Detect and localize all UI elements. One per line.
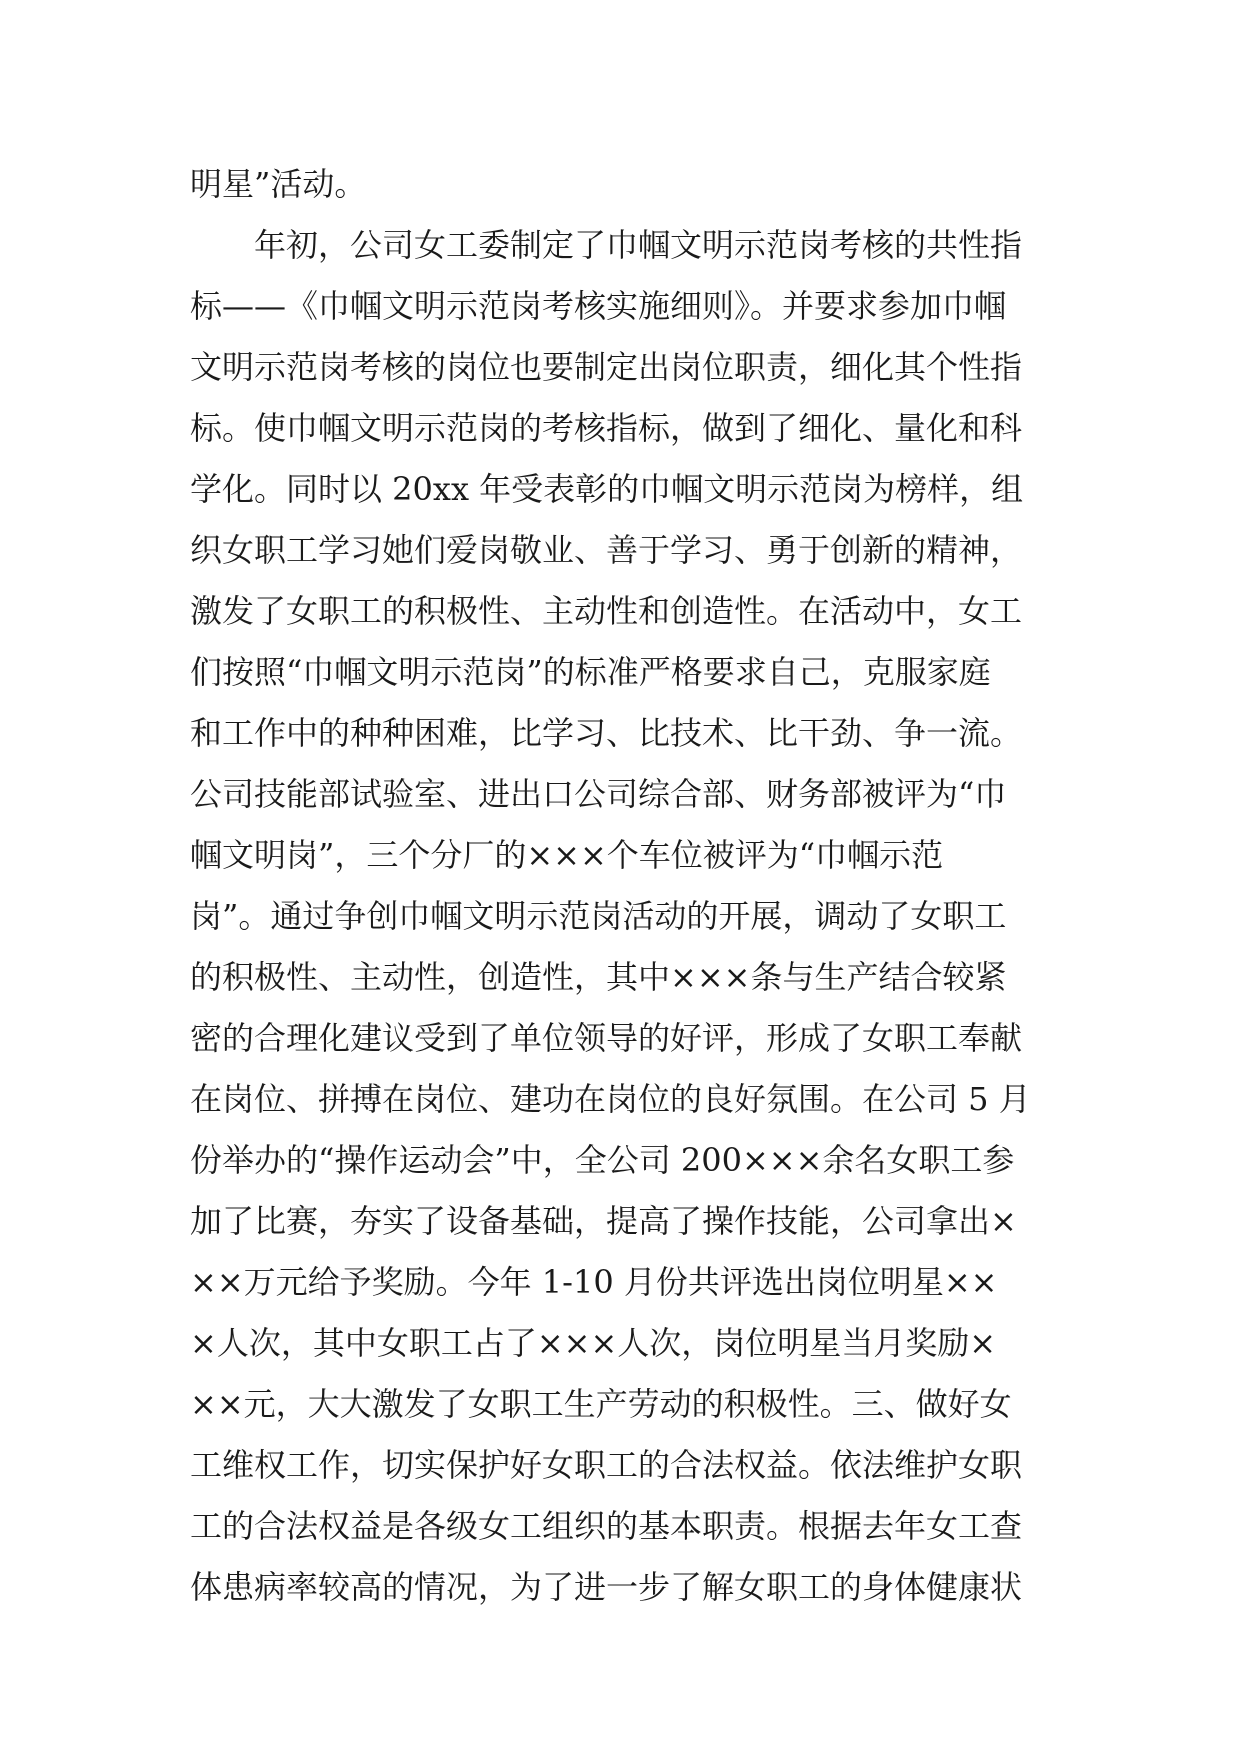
text-line: 激发了女职工的积极性、主动性和创造性。在活动中，女工 <box>190 592 1023 630</box>
text-line: ××元，大大激发了女职工生产劳动的积极性。三、做好女 <box>190 1385 1012 1423</box>
text-line: 的积极性、主动性，创造性，其中×××条与生产结合较紧 <box>190 958 1007 996</box>
text-line: 公司技能部试验室、进出口公司综合部、财务部被评为“巾 <box>190 775 1007 813</box>
text-line: 在岗位、拼搏在岗位、建功在岗位的良好氛围。在公司 5 月 <box>190 1080 1031 1118</box>
text-line: 份举办的“操作运动会”中，全公司 200×××余名女职工参 <box>190 1141 1015 1179</box>
text-line: 工的合法权益是各级女工组织的基本职责。根据去年女工查 <box>190 1507 1023 1545</box>
text-line: 学化。同时以 20xx 年受表彰的巾帼文明示范岗为榜样，组 <box>190 470 1024 508</box>
text-line: 加了比赛，夯实了设备基础，提高了操作技能，公司拿出× <box>190 1202 1017 1240</box>
text-line: 们按照“巾帼文明示范岗”的标准严格要求自己，克服家庭 <box>190 653 991 691</box>
text-line: 文明示范岗考核的岗位也要制定出岗位职责，细化其个性指 <box>190 348 1023 386</box>
text-line: 织女职工学习她们爱岗敬业、善于学习、勇于创新的精神， <box>190 531 1023 569</box>
text-line: 明星”活动。 <box>190 165 367 203</box>
text-line: ××万元给予奖励。今年 1-10 月份共评选出岗位明星×× <box>190 1263 998 1301</box>
text-line: 密的合理化建议受到了单位领导的好评，形成了女职工奉献 <box>190 1019 1023 1057</box>
text-line: 体患病率较高的情况，为了进一步了解女职工的身体健康状 <box>190 1568 1023 1606</box>
text-line: ×人次，其中女职工占了×××人次，岗位明星当月奖励× <box>190 1324 997 1362</box>
paragraph-start-line: 年初，公司女工委制定了巾帼文明示范岗考核的共性指 <box>254 226 1023 264</box>
text-line: 标——《巾帼文明示范岗考核实施细则》。并要求参加巾帼 <box>190 287 1007 325</box>
text-line: 工维权工作，切实保护好女职工的合法权益。依法维护女职 <box>190 1446 1023 1484</box>
body-text <box>190 154 1070 1618</box>
text-line: 帼文明岗”，三个分厂的×××个车位被评为“巾帼示范 <box>190 836 944 874</box>
text-line: 标。使巾帼文明示范岗的考核指标，做到了细化、量化和科 <box>190 409 1023 447</box>
text-line: 和工作中的种种困难，比学习、比技术、比干劲、争一流。 <box>190 714 1023 752</box>
text-line: 岗”。通过争创巾帼文明示范岗活动的开展，调动了女职工 <box>190 897 1007 935</box>
